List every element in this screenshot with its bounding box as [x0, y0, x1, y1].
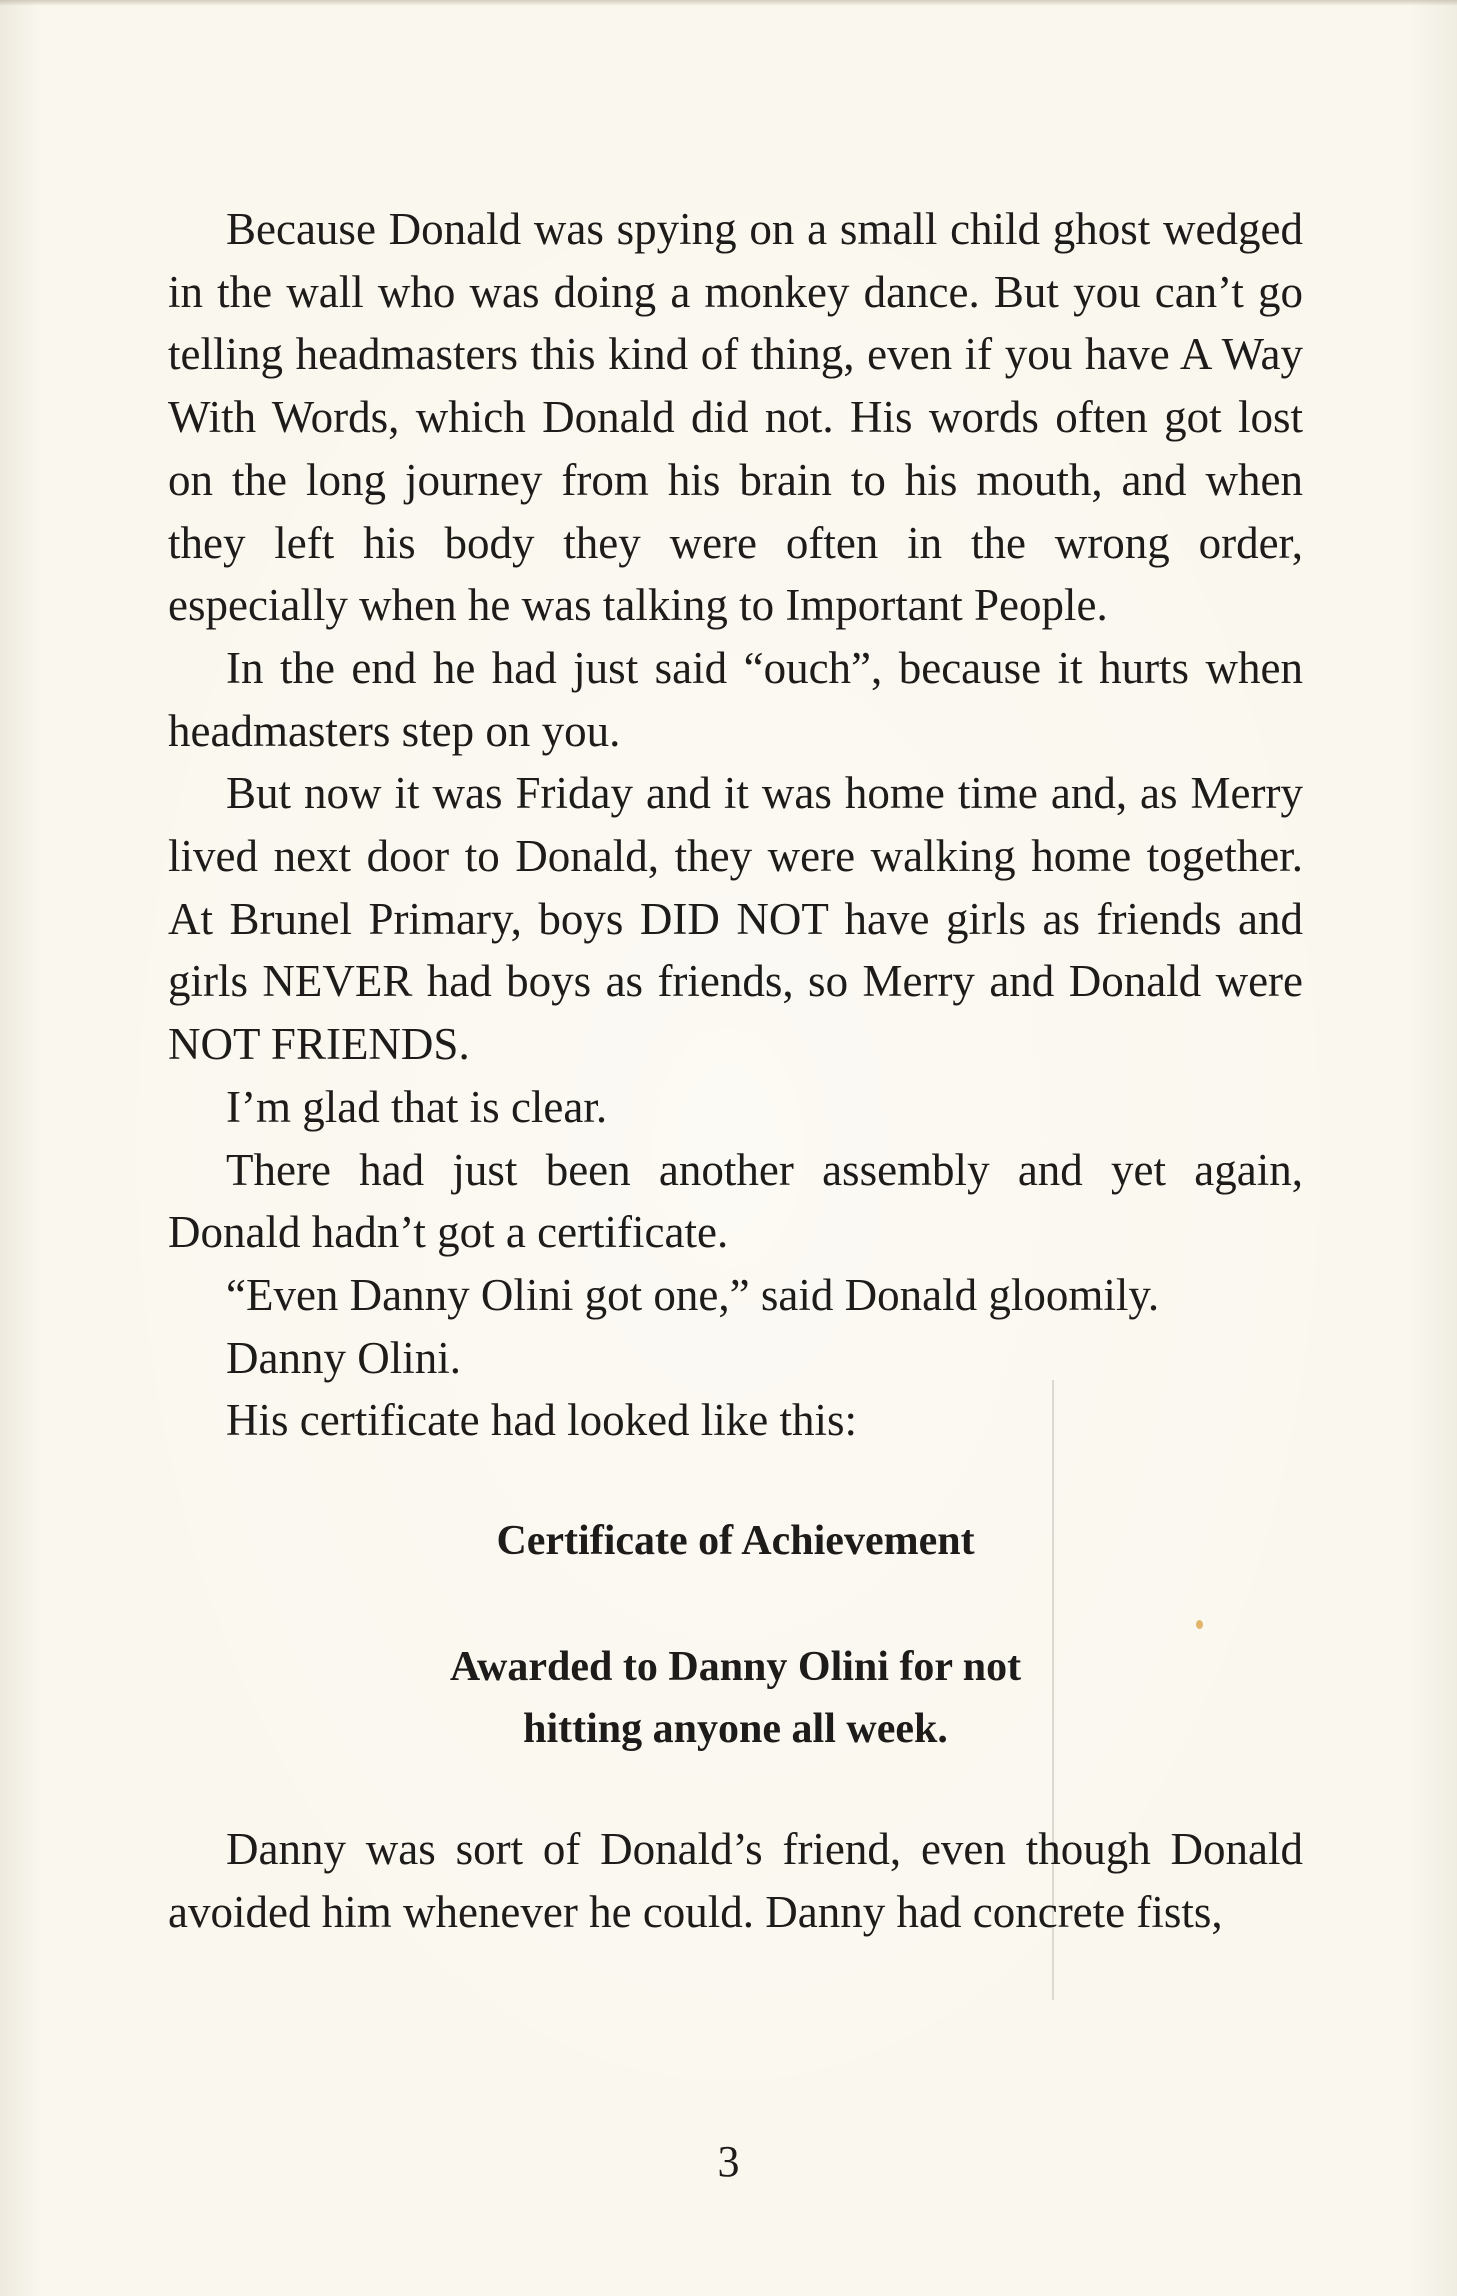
page-top-edge — [0, 0, 1457, 6]
paragraph-ouch: In the end he had just said “ouch”, because it hurts when headmasters step on you. — [168, 642, 1303, 756]
certificate-text — [168, 1636, 1303, 1760]
paragraph-friday: But now it was Friday and it was home time and, as Merry lived next door to Donald, they were walking home together. At Brunel Primary, boys DID NOT have girls as friends and girls NEVER had boys as friends, so Merry and Donald were NOT FRIENDS. — [168, 768, 1303, 1070]
certificate-line-1: Awarded to Danny Olini for not — [449, 1644, 1022, 1691]
page-number: 3 — [717, 2137, 740, 2186]
certificate-line-2: hitting anyone all week. — [523, 1706, 948, 1753]
body-text — [168, 198, 1303, 1943]
paragraph-assembly: There had just been another assembly and yet again, Donald hadn’t got a certificate. — [168, 1144, 1303, 1258]
paragraph-glad: I’m glad that is clear. — [226, 1081, 608, 1132]
certificate — [168, 1510, 1303, 1760]
paragraph-certificate-intro: His certificate had looked like this: — [226, 1395, 858, 1446]
paragraph-even-danny: “Even Danny Olini got one,” said Donald gloomily. — [226, 1269, 1160, 1320]
paragraph-danny-olini: Danny Olini. — [226, 1332, 461, 1383]
paragraph-closing: Danny was sort of Donald’s friend, even though Donald avoided him whenever he could. Danny had concrete fists, — [168, 1824, 1303, 1937]
certificate-title: Certificate of Achievement — [496, 1518, 975, 1565]
paragraph-spying: Because Donald was spying on a small child ghost wedged in the wall who was doing a monkey dance. But you can’t go telling headmasters this kind of thing, even if you have A Way With Words, which Donald did not. His words often got lost on the long journey from his brain to his mouth, and when they left his body they were often in the wrong order, especially when he was talking to Important People. — [168, 204, 1303, 631]
